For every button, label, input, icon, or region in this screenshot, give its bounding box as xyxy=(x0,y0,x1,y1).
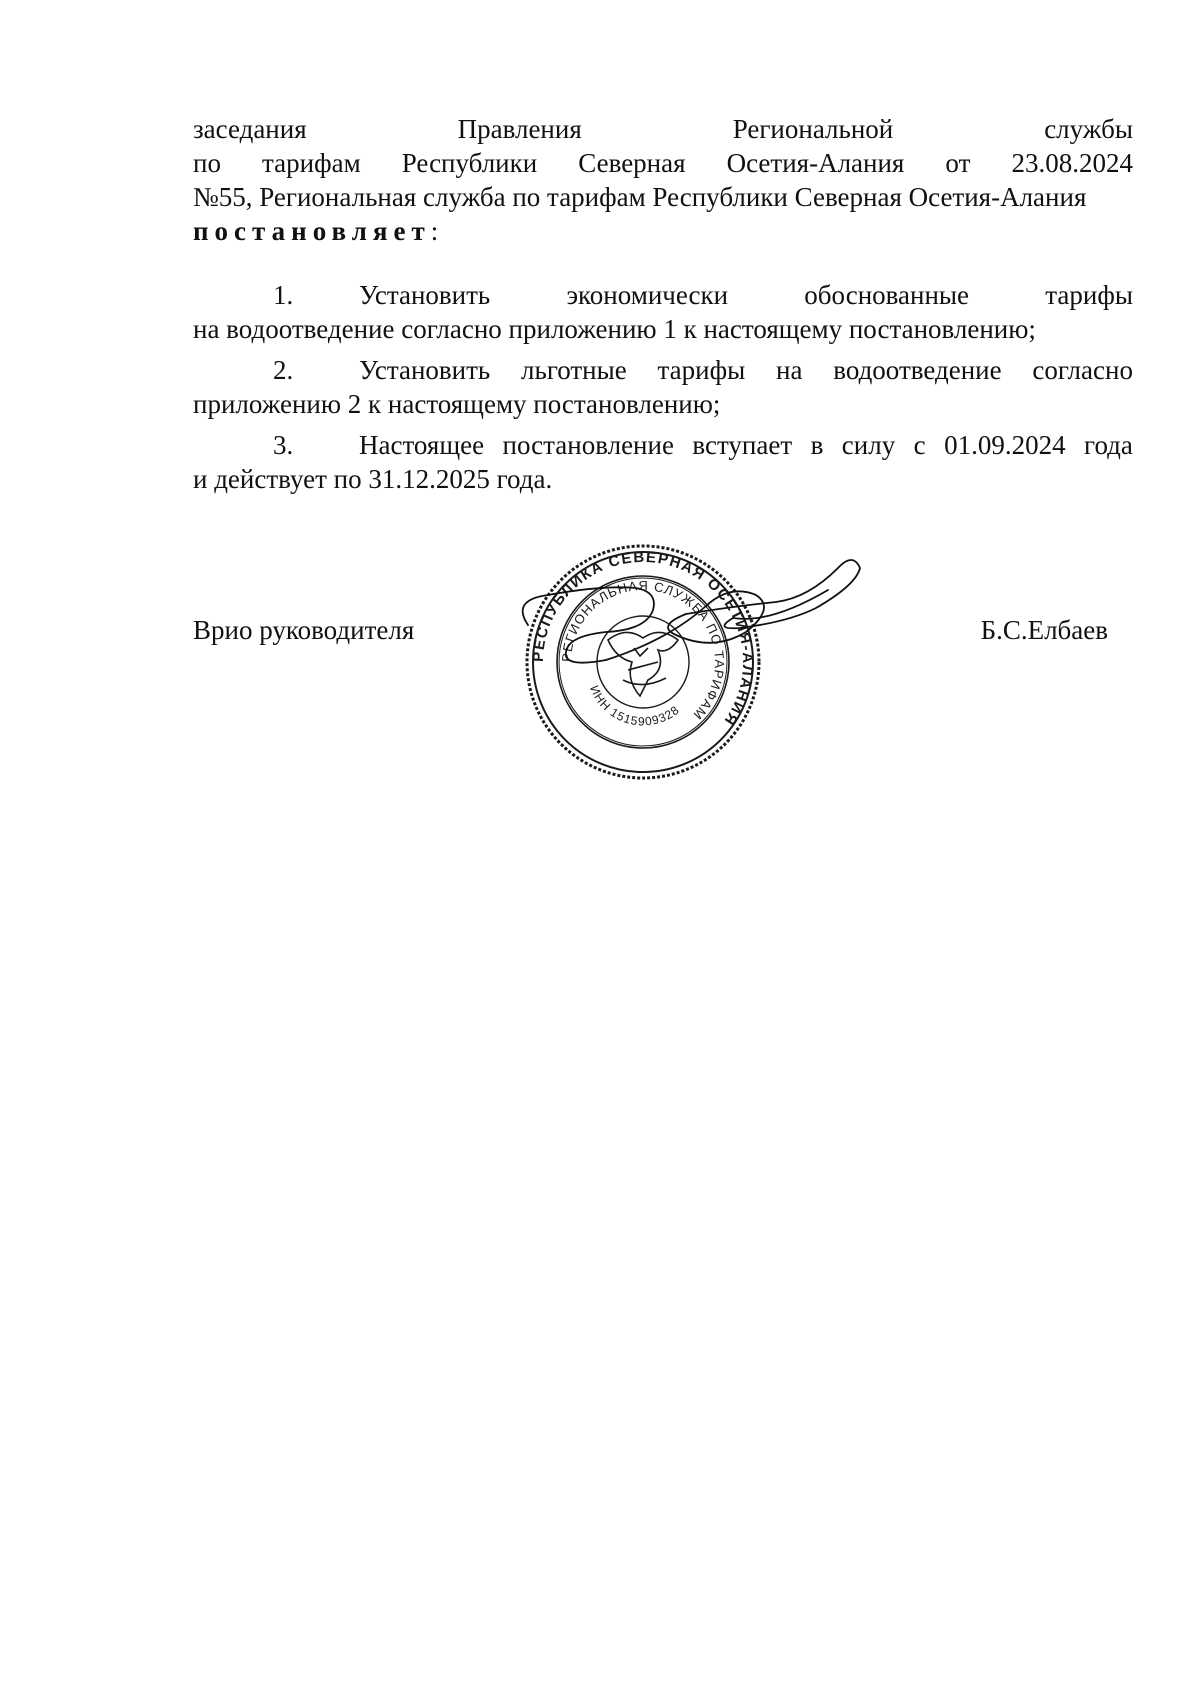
item-word: льготные xyxy=(521,355,627,385)
item-continuation: приложению 2 к настоящему постановлению; xyxy=(193,389,721,419)
preamble-word: заседания xyxy=(193,114,307,144)
preamble-word: по xyxy=(193,148,221,178)
item-word: в xyxy=(810,430,824,460)
item-1-first-line xyxy=(193,278,1133,312)
preamble-word: Северная xyxy=(578,148,686,178)
item-word: согласно xyxy=(1032,355,1133,385)
item-word: тарифы xyxy=(657,355,746,385)
item-word: года xyxy=(1084,430,1133,460)
preamble-line-1 xyxy=(193,112,1133,146)
item-first-line-words xyxy=(359,428,1133,462)
item-word: Установить xyxy=(359,280,491,310)
item-first-line-words xyxy=(359,278,1133,312)
item-word: на xyxy=(776,355,803,385)
preamble-word: Республики xyxy=(401,148,538,178)
coat-of-arms-emblem xyxy=(608,632,678,696)
item-word: Настоящее xyxy=(359,430,485,460)
item-word: Установить xyxy=(359,355,491,385)
preamble-word: от xyxy=(945,148,971,178)
preamble-word: службы xyxy=(1044,114,1133,144)
item-word: тарифы xyxy=(1045,280,1133,310)
seal-inner-text: РЕГИОНАЛЬНАЯ СЛУЖБА ПО ТАРИФАМ xyxy=(558,577,728,724)
item-word: обоснованные xyxy=(804,280,970,310)
item-word: экономически xyxy=(566,280,729,310)
signatory-name: Б.С.Елбаев xyxy=(980,615,1108,645)
preamble-word: 23.08.2024 xyxy=(1011,148,1133,178)
item-number: 2. xyxy=(273,355,294,385)
item-word: вступает xyxy=(692,430,793,460)
item-2-first-line xyxy=(193,353,1133,387)
item-continuation: на водоотведение согласно приложению 1 к настоящему постановлению; xyxy=(193,314,1036,344)
preamble-line-3: №55, Региональная служба по тарифам Республики Северная Осетия-Алания xyxy=(193,182,1087,212)
item-number: 3. xyxy=(273,430,294,460)
preamble-word: Правления xyxy=(457,114,582,144)
item-word: водоотведение xyxy=(833,355,1002,385)
item-word: постановление xyxy=(502,430,674,460)
preamble-word: тарифам xyxy=(262,148,361,178)
item-3-first-line xyxy=(193,428,1133,462)
item-word: силу xyxy=(841,430,896,460)
official-seal xyxy=(508,530,888,800)
seal-outer-text: РЕСПУБЛИКА СЕВЕРНАЯ ОСЕТИЯ-АЛАНИЯ xyxy=(529,548,757,730)
preamble-word: Осетия-Алания xyxy=(726,148,905,178)
seal-inn-text: ИНН 1515909328 xyxy=(587,683,683,729)
resolves-word: постановляет xyxy=(193,216,431,246)
item-continuation: и действует по 31.12.2025 года. xyxy=(193,464,553,494)
preamble xyxy=(193,112,1133,248)
resolves-line xyxy=(193,214,1133,248)
item-first-line-words xyxy=(359,353,1133,387)
item-1 xyxy=(193,278,1133,346)
item-word: 01.09.2024 xyxy=(944,430,1066,460)
preamble-word: Региональной xyxy=(732,114,894,144)
item-2 xyxy=(193,353,1133,421)
item-number: 1. xyxy=(273,280,294,310)
resolves-colon: : xyxy=(430,216,439,246)
item-word: с xyxy=(913,430,926,460)
preamble-line-2 xyxy=(193,146,1133,180)
signatory-position: Врио руководителя xyxy=(193,615,415,645)
item-3 xyxy=(193,428,1133,496)
